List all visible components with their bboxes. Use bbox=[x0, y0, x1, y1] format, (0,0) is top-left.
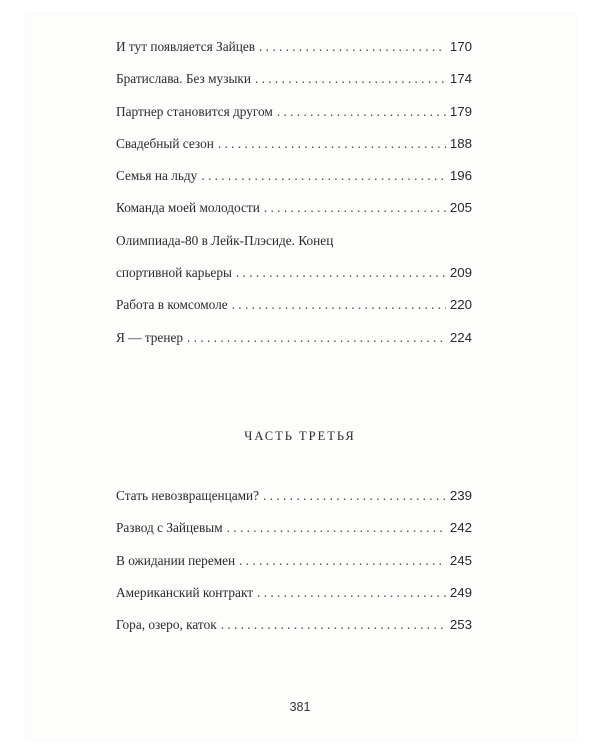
toc-entry bbox=[116, 40, 472, 72]
toc-entry bbox=[116, 201, 472, 233]
dot-leader bbox=[221, 618, 446, 631]
dot-leader bbox=[201, 169, 446, 182]
dot-leader bbox=[187, 331, 446, 344]
toc-entry bbox=[116, 137, 472, 169]
toc-entry bbox=[116, 618, 472, 650]
toc-entry-page: 220 bbox=[449, 297, 472, 313]
toc-entry-title: Стать невозвращенцами? bbox=[116, 488, 260, 503]
toc-entry bbox=[116, 105, 472, 137]
toc-entry-page: 245 bbox=[449, 552, 472, 568]
toc-entry-page: 224 bbox=[449, 329, 472, 345]
toc-entry-title: Братислава. Без музыки bbox=[116, 71, 251, 87]
toc-entry-title: Американский контракт bbox=[116, 584, 254, 600]
toc-entry-page: 174 bbox=[449, 71, 472, 87]
toc-entry-page: 179 bbox=[449, 103, 472, 119]
toc-entry-title: Развод с Зайцевым bbox=[116, 520, 223, 536]
toc-entry-title: Команда моей молодости bbox=[116, 200, 260, 216]
dot-leader bbox=[259, 40, 446, 53]
toc-entry bbox=[116, 521, 472, 553]
toc-entry-title: Гора, озеро, каток bbox=[116, 617, 217, 633]
toc-entry-title: Работа в комсомоле bbox=[116, 297, 228, 313]
toc-entry-title: Партнер становится другом bbox=[116, 103, 273, 119]
toc-entry-title: И тут появляется Зайцев bbox=[116, 39, 256, 54]
toc-entry-title: Я — тренер bbox=[116, 329, 184, 345]
toc-entry bbox=[116, 331, 472, 363]
toc-entry-page: 249 bbox=[449, 584, 472, 600]
toc-list-part-two-continued bbox=[116, 40, 472, 363]
toc-entry-title: Семья на льду bbox=[116, 168, 198, 184]
dot-leader bbox=[277, 105, 446, 118]
toc-entry bbox=[116, 298, 472, 330]
toc-entry-page: 239 bbox=[449, 488, 472, 503]
part-three-heading: ЧАСТЬ ТРЕТЬЯ bbox=[244, 429, 356, 443]
toc-entry-page: 253 bbox=[449, 617, 472, 633]
dot-leader bbox=[232, 298, 446, 311]
toc-entry bbox=[116, 266, 472, 298]
dot-leader bbox=[264, 201, 446, 214]
toc-entry-page: 196 bbox=[449, 168, 472, 184]
toc-entry bbox=[116, 169, 472, 201]
toc-entry bbox=[116, 554, 472, 586]
toc-entry-title: спортивной карьеры bbox=[116, 265, 232, 281]
dot-leader bbox=[263, 489, 446, 502]
dot-leader bbox=[239, 554, 446, 567]
toc-entry bbox=[116, 489, 472, 521]
dot-leader bbox=[257, 586, 446, 599]
toc-entry bbox=[116, 72, 472, 104]
dot-leader bbox=[227, 521, 446, 534]
toc-entry-page: 209 bbox=[449, 265, 472, 281]
toc-entry-page: 188 bbox=[449, 135, 472, 151]
toc-entry-title: Свадебный сезон bbox=[116, 135, 214, 151]
toc-entry bbox=[116, 586, 472, 618]
dot-leader bbox=[255, 72, 446, 85]
page-number: 381 bbox=[289, 700, 311, 714]
dot-leader bbox=[218, 137, 446, 150]
toc-entry-page: 242 bbox=[449, 520, 472, 536]
toc-entry-page: 205 bbox=[449, 200, 472, 216]
toc-entry-title: Олимпиада-80 в Лейк-Плэсиде. Конец bbox=[116, 232, 334, 248]
toc-entry-page: 170 bbox=[449, 39, 472, 54]
toc-list-part-three bbox=[116, 489, 472, 650]
toc-entry bbox=[116, 234, 472, 266]
toc-entry-title: В ожидании перемен bbox=[116, 552, 236, 568]
dot-leader bbox=[236, 266, 446, 279]
